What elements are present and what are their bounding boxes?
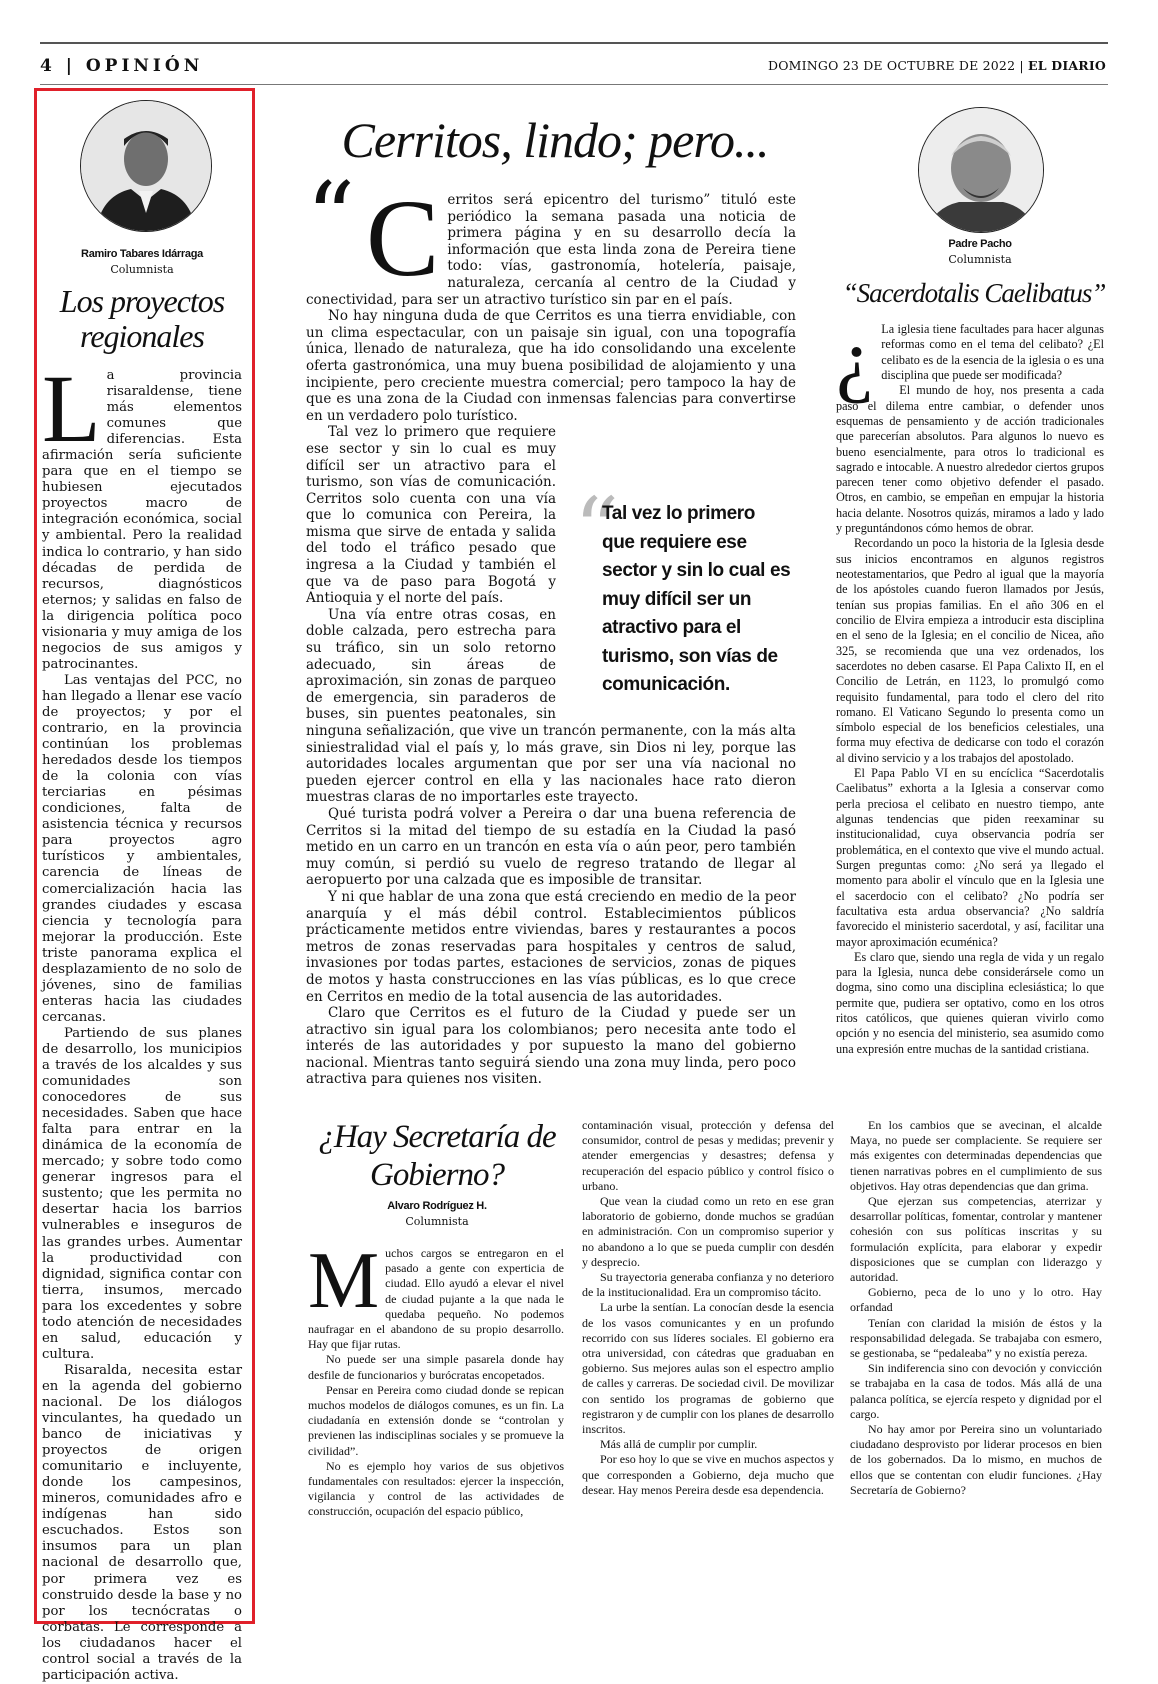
right-paragraph: ¿ La iglesia tiene facultades para hacer algunas reformas como en el tema del celibato? ¿El celibato es de la esencia de la iglesia o es una disciplina que puede ser modificada? [836,312,1104,405]
right-body [836,312,1104,1057]
bottom-paragraph: No hay amor por Pereira sino un voluntariado ciudadano desprovisto por liderar procesos en bien de los gobernados. Da lo mismo, en muchos de ellos que se contentan con eludir funciones. ¿Hay Secretaría de Gobierno? [850,1422,1102,1497]
bottom-paragraph: Por eso hoy lo que se vive en muchos aspectos y que corresponden a Gobierno, deja mucho que desear. Hay menos Pereira desde esa dependencia. [582,1452,834,1497]
author-photo-left [80,100,212,232]
paper-name: EL DIARIO [1028,58,1106,73]
author-role-right: Columnista [948,253,1012,266]
bottom-paragraph: Tenían con claridad la misión de éstos y la responsabilidad delegada. Se trabajaba con esmero, se gestionaba, se “pedaleaba” y no existía pereza. [850,1315,1102,1361]
bottom-headline: ¿Hay Secretaría de Gobierno? [318,1119,556,1193]
left-paragraph: Las ventajas del PCC, no han llegado a llenar ese vacío de proyectos; y por el contrario, en la provincia continúan los problemas heredados desde los tiempos de la colonia con vías terciarias en pésimas condiciones, falta de asistencia técnica y recursos para proyectos agro turísticos y ambientales, carencia de líneas de comercialización hacia las grandes ciudades y escasa ciencia y tecnología para mejorar la producción. Este triste panorama explica el desplazamiento de no solo de jóvenes, sino de familias enteras hacia las ciudades cercanas. [42,672,242,1025]
center-paragraph: No hay ninguna duda de que Cerritos es una tierra envidiable, con un clima espectacular, con un paisaje sin igual, con una topografía única, llenado de naturaleza, que ha ido consolidando una excelente oferta gastronómica, una muy buena posibilidad de alojamiento y una incipiente, pero creciente muestra comercial; pero tampoco la hay de que es una zona de la Ciudad con inmensas falencias para convertirse en un verdadero polo turístico. [306,308,796,424]
right-headline: “Sacerdotalis Caelibatus” [842,278,1106,308]
pullquote: Tal vez lo primero que requiere ese sector y sin lo cual es muy difícil ser un atractivo para el turismo, son vías de comunicación. [602,503,791,695]
center-paragraph: Una vía entre otras cosas, en doble calzada, pero estrecha para su tráfico, sin un solo retorno adecuado, sin áreas de aproximación, sin zonas de parqueo de emergencia, sin paraderos de buses, sin puentes peatonales, sin ninguna señalización, que vive un trancón permanente, con la más alta siniestralidad vial el país y, lo más grave, sin Dios ni ley, porque las autoridades locales argumentan que por ser una vía nacional no pueden ejercer control en ella y las nacionales hace rato dieron muestras claras de no importarles este trayecto. [306,606,796,806]
page-section-label: 4 | OPINIÓN [40,56,204,76]
top-rule [40,42,1108,44]
right-paragraph: El Papa Pablo VI en su encíclica “Sacerdotalis Caelibatus” exhorta a la Iglesia a conservar como perla preciosa el celibato en nuestro tiempo, ante algunas tendencias que piden reexaminar su institucionalidad, cuya observancia podría ser problemática, en el contexto que vive el mundo actual. Surgen preguntas como: ¿No será ya llegado el momento para abolir el vínculo que en la Iglesia une el sacerdocio con el celibato? ¿No podría ser facultativa esta ardua observancia? ¿No saldría favorecido el ministerio sacerdotal, y así, facilitar una mayor aproximación ecuménica? [836,766,1104,949]
author-name-left: Ramiro Tabares Idárraga [81,248,203,260]
bottom-paragraph: No puede ser una simple pasarela donde hay desfile de funcionarios y burócratas encopetados. [308,1352,564,1382]
right-paragraph: El mundo de hoy, nos presenta a cada paso el dilema entre cambiar, o defender unos esquemas de pensamiento y de acción tradicionales que parecerían absolutos. Para algunos lo nuevo es bueno esencialmente, para otros lo tradicional es sagrado e intocable. A nuestro alrededor ciertos grupos parecen tener como objetivo defender el pasado. Otros, en cambio, se empeñan en empujar la historia hacia delante. Nosotros quizás, miramos a lado y lado y preguntándonos cómo hemos de obrar. [836,383,1104,536]
bottom-paragraph: Pensar en Pereira como ciudad donde se repican muchos modelos de diálogos comunes, es un fin. La ciudadanía en extensión donde se “controlan y previenen las indisciplinas sociales y se promueve la civilidad”. [308,1382,564,1458]
center-paragraph: Qué turista podrá volver a Pereira o dar una buena referencia de Cerritos si la mitad del tiempo de su estadía en la Ciudad la pasó metido en un carro en un trancón en esta vía o aún peor, pero también muy común, si perdió su vuelo de regreso tratando de llegar al aeropuerto por una calzada que es imposible de transitar. [306,805,796,889]
center-intro: Cerritos será epicentro del turismo” tituló este periódico la semana pasada una noticia de primera página y en su desarrollo decía la información que esta linda zona de Pereira tiene todo: vías, gastronomía, hotelería, paisaje, naturaleza, cercanía al centro de la Ciudad y conectividad, para ser un atractivo turístico sin par en el país. [306,177,796,308]
bottom-paragraph: Muchos cargos se entregaron en el pasado a gente con experticia de ciudad. Ello ayudó a elevar el nivel de ciudad pujante a la que nada le quedaba pequeño. No podemos naufragar en el abandono de su propio desarrollo. Hay que fijar rutas. [308,1237,564,1352]
left-body [42,355,242,1684]
center-paragraph: Tal vez lo primero que requiere ese sector y sin lo cual es muy difícil ser un atractivo para el turismo, son vías de comunicación. Cerritos solo cuenta con una vía que lo comunica con Pereira, la misma que sirve de entada y salida del todo el tráfico pesado que ingresa a la Ciudad y también el que va de paso para Bogotá y Antioquia y el norte del país. [306,424,796,607]
bottom-paragraph: Gobierno, peca de lo uno y lo otro. Hay orfandad [850,1285,1102,1315]
bottom-col-1 [308,1237,564,1520]
left-paragraph: Partiendo de sus planes de desarrollo, los municipios a través de los alcaldes y sus comunidades son conocedores de sus necesidades. Saben que hace falta para entrar en la dinámica de la economía de mercado; y sobre todo como generar ingresos para el sustento; que les permita no desertar hacia los barrios vulnerables e inseguros de las grandes urbes. Aumentar la productividad con dignidad, significa contar con tierra, insumos, mercado para los excedentes y sobre todo atención de necesidades en salud, educación y cultura. [42,1025,242,1362]
bottom-paragraph: No es ejemplo hoy varios de sus objetivos fundamentales con resultados: ejercer la inspección, vigilancia y control de las actividades de construcción, ocupación del espacio público, [308,1458,564,1519]
right-paragraph: Recordando un poco la historia de la Iglesia desde sus inicios encontramos en algunos registros neotestamentarios, que Pedro al igual que la mayoría de los apóstoles cuando fueron llamados por Jesús, tenían sus propias familias. En el año 306 en el concilio de Elvira empieza a introducir esta disciplina en el seno de la Iglesia; en el concilio de Nicea, año 325, se recomienda que una vez ordenados, los sacerdotes no deben casarse. El Papa Calixto II, en el Concilio de Letrán, en 1123, lo promulgó como requisito fundamental, para todo el clero del rito romano. El Vaticano Segundo lo presenta como un símbolo especial de los beneficios celestiales, una forma muy efectiva de dedicarse con todo el corazón al divino servicio y a los trabajos del apostolado. [836,536,1104,765]
bottom-paragraph: Que vean la ciudad como un reto en ese gran laboratorio de gobierno, donde muchos se gradúan en administración. Con un compromiso superior y no abandono a lo que se pueda cumplir con desdén y desprecio. [582,1194,834,1269]
bottom-paragraph: Sin indiferencia sino con devoción y convicción se trabajaba en la casa de todos. Más allá de una palanca política, se ejercía respeto y dignidad por el cargo. [850,1361,1102,1421]
bottom-dropcap: M [308,1237,380,1325]
bottom-col-2 [582,1118,834,1498]
bottom-paragraph: En los cambios que se avecinan, el alcalde Maya, no puede ser complaciente. Se requiere ser más exigentes con determinadas dependencias que tienen narrativas pobres en el cumplimiento de sus objetivos. Hay otras dependencias que dan grima. [850,1118,1102,1193]
header-rule [40,84,1108,85]
center-headline: Cerritos, lindo; pero... [341,112,769,168]
bottom-paragraph: La urbe la sentían. La conocían desde la esencia de los vasos comunicantes y en un profundo recorrido con sus líderes sociales. El gobierno era otra universidad, con cátedras que graduaban en gobierno. Sus mejores aulas son el espectro amplio de calles y carreras. De sociedad civil. De movilizar con sentido los programas de gobierno que registraron y de cumplir con los planes de desarrollo inscritos. [582,1300,834,1437]
bottom-paragraph: Más allá de cumplir por cumplir. [600,1437,758,1452]
quote-spacer [306,192,366,272]
center-paragraph: Y ni que hablar de una zona que está creciendo en medio de la peor anarquía y el más débil control. Establecimientos públicos prácticamente metidos entre viviendas, bares y restaurantes a pocos metros de zonas reservadas para hospitales y centros de salud, invasiones por todas partes, estaciones de servicios, zonas de piques de motos y hasta construcciones en las vías públicas, es lo que crece en Cerritos en medio de la total ausencia de las autoridades. [306,888,796,1005]
bottom-paragraph: contaminación visual, protección y defensa del consumidor, control de pesas y medidas; prevenir y atender emergencias y desastres; defensa y recuperación del espacio público y control físico o urbano. [582,1118,834,1193]
date-text: DOMINGO 23 DE OCTUBRE DE 2022 | [767,58,1024,73]
pullquote-mark-icon: “ [574,478,619,581]
bottom-col-3 [850,1118,1102,1498]
left-dropcap: L [42,355,101,462]
dateline [768,58,1106,73]
bottom-paragraph: Que ejerzan sus competencias, aterrizar y desarrollar políticas, fomentar, controlar y mantener cohesión con sus políticas inscritas y su formulación explícita, para elaborar y expedir disposiciones que se cumplan con liderazgo y autoridad. [850,1194,1102,1285]
open-quote-mark: “ [306,162,356,274]
left-paragraph: Risaralda, necesita estar en la agenda del gobierno nacional. De los diálogos vinculantes, ha quedado un banco de iniciativas y proyectos de origen comunitario e incluyente, donde los campesinos, mineros, comunidades afro e indígenas han sido escuchados. Estos son insumos para un plan nacional de desarrollo que, por primera vez es construido desde la base y no por los tecnócratas o corbatas. Le corresponde a los ciudadanos hacer el control social a través de la participación activa. [42,1362,242,1683]
left-headline: Los proyectos regionales [59,283,225,354]
author-name-bottom: Alvaro Rodríguez H. [387,1200,487,1212]
center-dropcap: C [366,177,440,299]
bottom-paragraph: Su trayectoria generaba confianza y no deterioro de la institucionalidad. Era un compromiso tácito. [582,1270,834,1300]
author-role-bottom: Columnista [405,1215,469,1228]
author-role-left: Columnista [110,263,174,276]
left-paragraph: La provincia risaraldense, tiene más elementos comunes que diferencias. Esta afirmación sería suficiente para que en el tiempo se hubiesen ejecutados proyectos macro de integración económica, social y ambiental. Pero la realidad indica lo contrario, y han sido décadas de perdida de recursos, diagnósticos eternos; y salidas en falso de la dirigencia política poco visionaria y muy amiga de los negocios de sus amigos y patrocinantes. [42,355,242,672]
right-paragraph: Es claro que, siendo una regla de vida y un regalo para la Iglesia, nunca debe considerársele como un dogma, sino como una disciplina eclesiástica; lo que permite que, pudiera ser optativo, como en los otros ritos católicos, que quienes quieran vivirlo como opción y no esencia del ministerio, sea asumido como una expresión entre muchas de la santidad cristiana. [836,949,1104,1056]
center-paragraph: Claro que Cerritos es el futuro de la Ciudad y puede ser un atractivo sin igual para los colombianos; pero necesita ante todo el interés de las autoridades y por supuesto la mano del gobierno nacional. Mientras tanto seguirá siendo una zona muy linda, pero poco atractiva para quienes nos visiten. [306,1005,796,1088]
right-dropcap: ¿ [836,312,874,405]
author-photo-right [918,107,1044,233]
author-name-right: Padre Pacho [948,238,1012,250]
